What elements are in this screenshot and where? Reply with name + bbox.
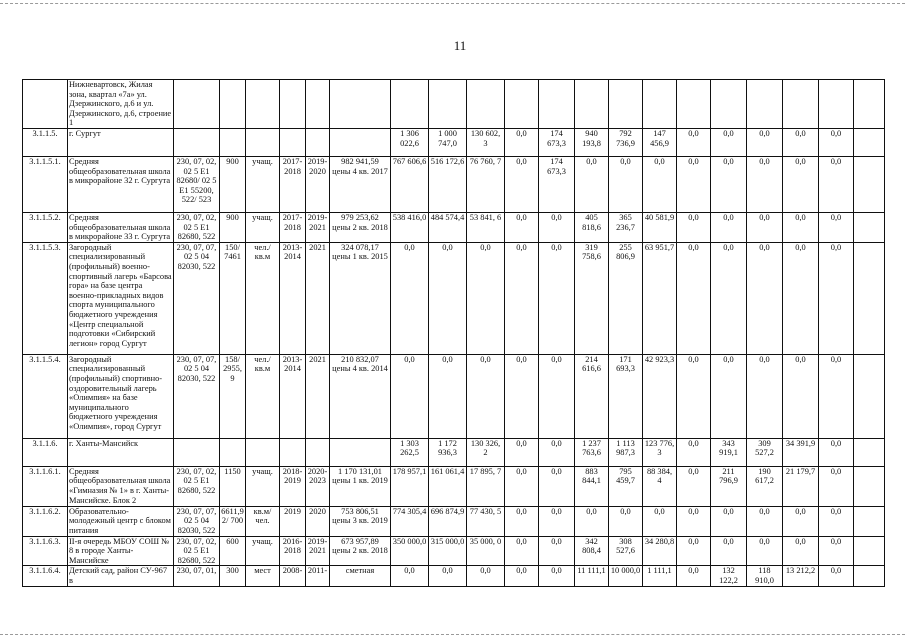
table-cell: 0,0 [677,536,711,566]
table-cell [246,438,280,466]
table-cell: 150/ 7461 [220,242,246,354]
table-cell: 795 459,7 [609,466,643,506]
table-cell: 0,0 [505,536,539,566]
table-cell: 132 122,2 [711,566,747,586]
table-cell: 0,0 [819,536,854,566]
table-cell: 767 606,6 [391,156,429,212]
table-cell: 0,0 [539,506,575,536]
table-cell: чел./ кв.м [246,242,280,354]
table-cell: 516 172,6 [429,156,467,212]
table-cell: 230, 07, 07, 02 5 04 82030, 522 [174,506,220,536]
table-cell: 2008- [280,566,306,586]
object-name-cell: Нижневартовск, Жилая зона, квартал «7а» ул. Дзержинского, д.6 и ул. Дзержинского, д.6, строение 1 [68,80,174,129]
table-cell: 0,0 [505,212,539,242]
object-name-cell: Загородный специализированный (профильный) спортивно-оздоровительный лагерь «Олимпия» на базе муниципального бюджетного учреждения «Олимпия», город Сургут [68,354,174,438]
table-cell: 484 574,4 [429,212,467,242]
table-cell: 34 391,9 [783,438,819,466]
table-cell: 2019- 2020 [306,156,330,212]
table-cell [174,438,220,466]
table-cell [220,438,246,466]
table-cell [220,80,246,129]
table-row [23,566,885,586]
table-cell: 123 776, 3 [643,438,677,466]
table-cell: 0,0 [677,242,711,354]
row-number-cell: 3.1.1.5.1. [23,156,68,212]
table-cell: 0,0 [643,156,677,212]
table-cell: 230, 07, 07, 02 5 04 82030, 522 [174,242,220,354]
table-cell: 171 693,3 [609,354,643,438]
table-cell: 1 000 747,0 [429,128,467,156]
table-cell: 300 [220,566,246,586]
table-cell: 211 796,9 [711,466,747,506]
table-cell: 210 832,07 цены 4 кв. 2014 [330,354,391,438]
table-row [23,354,885,438]
table-cell [280,80,306,129]
table-cell: 0,0 [819,466,854,506]
table-cell: учащ. [246,212,280,242]
table-cell: 2016- 2018 [280,536,306,566]
table-row [23,212,885,242]
table-cell: 76 760, 7 [467,156,505,212]
table-cell: 13 212,2 [783,566,819,586]
table-cell: 0,0 [711,354,747,438]
table-cell [643,80,677,129]
table-cell: 774 305,4 [391,506,429,536]
table-cell [246,128,280,156]
table-cell: 1150 [220,466,246,506]
budget-table [22,79,885,587]
table-cell [539,80,575,129]
table-cell: 0,0 [747,536,783,566]
table-cell [783,80,819,129]
table-cell: 883 844,1 [575,466,609,506]
row-number-cell: 3.1.1.5.4. [23,354,68,438]
table-cell: 0,0 [677,128,711,156]
table-cell [854,212,885,242]
table-cell [505,80,539,129]
table-cell: 130 602, 3 [467,128,505,156]
table-cell [174,80,220,129]
table-cell: 405 818,6 [575,212,609,242]
table-cell: 365 236,7 [609,212,643,242]
table-cell: 0,0 [575,156,609,212]
table-cell: учащ. [246,536,280,566]
table-cell: 2013- 2014 [280,354,306,438]
table-cell: 230, 07, 02, 02 5 E1 82680, 522 [174,212,220,242]
object-name-cell: II-я очередь МБОУ СОШ № 8 в городе Ханты-Мансийске [68,536,174,566]
table-cell: 0,0 [677,506,711,536]
table-cell: 792 736,9 [609,128,643,156]
table-cell [854,466,885,506]
table-row [23,438,885,466]
table-cell: 2018- 2019 [280,466,306,506]
table-cell [280,438,306,466]
table-cell: 158/ 2955,9 [220,354,246,438]
table-cell: 0,0 [783,242,819,354]
table-cell: 174 673,3 [539,156,575,212]
table-row [23,156,885,212]
table-cell: 0,0 [711,242,747,354]
table-cell: 324 078,17 цены 1 кв. 2015 [330,242,391,354]
table-cell: 1 237 763,6 [575,438,609,466]
table-cell: 0,0 [505,566,539,586]
table-cell [854,506,885,536]
table-cell: 0,0 [429,242,467,354]
table-cell: 40 581,9 [643,212,677,242]
table-cell: 0,0 [609,156,643,212]
table-cell: 21 179,7 [783,466,819,506]
table-cell: мест [246,566,280,586]
object-name-cell: Средняя общеобразовательная школа «Гимназия № 1» в г. Ханты-Мансийске. Блок 2 [68,466,174,506]
object-name-cell: Средняя общеобразовательная школа в микрорайоне 32 г. Сургута [68,156,174,212]
table-cell: 88 384, 4 [643,466,677,506]
table-cell [854,242,885,354]
top-scan-edge [0,3,905,4]
table-cell [306,80,330,129]
table-cell [391,80,429,129]
table-cell: 0,0 [747,354,783,438]
table-row [23,466,885,506]
table-cell: 0,0 [711,156,747,212]
table-cell: 0,0 [747,242,783,354]
object-name-cell: Средняя общеобразовательная школа в микрорайоне 33 г. Сургута [68,212,174,242]
table-cell: 2020- 2023 [306,466,330,506]
table-cell: 0,0 [429,566,467,586]
table-cell: кв.м/ чел. [246,506,280,536]
table-cell: 0,0 [677,466,711,506]
table-cell: 0,0 [819,128,854,156]
table-cell [819,80,854,129]
table-cell [220,128,246,156]
table-cell: 0,0 [677,212,711,242]
table-cell: 0,0 [677,566,711,586]
table-cell: 0,0 [539,466,575,506]
table-cell: 1 303 262,5 [391,438,429,466]
table-cell: 2017- 2018 [280,212,306,242]
table-row [23,242,885,354]
table-cell: 35 000, 0 [467,536,505,566]
table-cell [747,80,783,129]
row-number-cell: 3.1.1.6.2. [23,506,68,536]
table-cell: 315 000,0 [429,536,467,566]
row-number-cell [23,80,68,129]
table-cell: 1 111,1 [643,566,677,586]
object-name-cell: Загородный специализированный (профильный) военно-спортивный лагерь «Барсова гора» на базе центра военно-прикладных видов спорта муниципального бюджетного учреждения «Центр специальной подготовки «Сибирский легион» город Сургут [68,242,174,354]
table-cell: 2011- [306,566,330,586]
table-cell: 0,0 [783,536,819,566]
table-cell: 0,0 [467,242,505,354]
table-cell [854,128,885,156]
table-cell: 2017- 2018 [280,156,306,212]
table-cell: 230, 07, 02, 02 5 E1 82680/ 02 5 E1 55200, 522/ 523 [174,156,220,212]
table-cell: 0,0 [819,212,854,242]
table-cell: 0,0 [609,506,643,536]
table-cell [711,80,747,129]
table-cell: 0,0 [429,354,467,438]
table-cell: 0,0 [677,438,711,466]
table-cell [330,128,391,156]
table-cell: 63 951,7 [643,242,677,354]
table-cell: 600 [220,536,246,566]
table-cell: 0,0 [711,212,747,242]
table-cell [854,354,885,438]
table-row [23,536,885,566]
table-cell: 0,0 [819,156,854,212]
table-cell [280,128,306,156]
table-cell: сметная [330,566,391,586]
table-cell: 1 306 022,6 [391,128,429,156]
table-cell: 0,0 [711,128,747,156]
table-cell: 0,0 [677,156,711,212]
table-cell: 0,0 [783,156,819,212]
row-number-cell: 3.1.1.5.3. [23,242,68,354]
table-cell: 0,0 [391,242,429,354]
table-cell: 174 673,3 [539,128,575,156]
row-number-cell: 3.1.1.6. [23,438,68,466]
table-cell: 0,0 [391,566,429,586]
table-cell [575,80,609,129]
table-cell: 343 919,1 [711,438,747,466]
table-cell: 17 895, 7 [467,466,505,506]
table-cell: 1 170 131,01 цены 1 кв. 2019 [330,466,391,506]
table-cell: 0,0 [505,438,539,466]
table-cell: 0,0 [467,354,505,438]
table-cell [467,80,505,129]
table-cell: 0,0 [505,506,539,536]
table-cell: 0,0 [467,566,505,586]
row-number-cell: 3.1.1.6.4. [23,566,68,586]
table-cell [174,128,220,156]
table-cell: 0,0 [391,354,429,438]
table-cell: 230, 07, 02, 02 5 E1 82680, 522 [174,536,220,566]
table-cell: 0,0 [711,506,747,536]
table-cell: 34 280,8 [643,536,677,566]
table-cell [330,80,391,129]
table-cell: 0,0 [505,128,539,156]
table-cell: 0,0 [539,536,575,566]
table-cell: 0,0 [539,438,575,466]
table-cell [854,566,885,586]
table-cell: 342 808,4 [575,536,609,566]
object-name-cell: Образовательно-молодежный центр с блоком питания [68,506,174,536]
page-number: 11 [453,38,467,53]
table-cell: 118 910,0 [747,566,783,586]
table-row [23,128,885,156]
table-cell: 979 253,62 цены 2 кв. 2018 [330,212,391,242]
table-cell: 2019- 2021 [306,536,330,566]
table-cell: 255 806,9 [609,242,643,354]
table-cell: 0,0 [747,156,783,212]
table-cell: 178 957,1 [391,466,429,506]
table-cell: 0,0 [539,212,575,242]
table-cell [429,80,467,129]
table-cell: 0,0 [643,506,677,536]
table-cell: 2020 [306,506,330,536]
row-number-cell: 3.1.1.6.1. [23,466,68,506]
table-cell: 0,0 [505,466,539,506]
table-cell: 11 111,1 [575,566,609,586]
table-cell [306,438,330,466]
table-cell: 900 [220,156,246,212]
table-cell: 0,0 [819,438,854,466]
table-cell: 0,0 [539,566,575,586]
row-number-cell: 3.1.1.6.3. [23,536,68,566]
table-cell: 0,0 [505,354,539,438]
table-cell: 190 617,2 [747,466,783,506]
table-cell [330,438,391,466]
table-cell [246,80,280,129]
table-cell: 0,0 [783,506,819,536]
table-cell: 130 326, 2 [467,438,505,466]
table-cell: 0,0 [677,354,711,438]
row-number-cell: 3.1.1.5. [23,128,68,156]
table-cell: 900 [220,212,246,242]
table-cell: 214 616,6 [575,354,609,438]
table-cell: 230, 07, 01, [174,566,220,586]
table-cell [306,128,330,156]
table-cell: 982 941,59 цены 4 кв. 2017 [330,156,391,212]
table-cell: 1 172 936,3 [429,438,467,466]
table-cell: 0,0 [505,156,539,212]
table-cell: 0,0 [539,354,575,438]
table-cell: 696 874,9 [429,506,467,536]
table-cell: 42 923,3 [643,354,677,438]
table-cell: 0,0 [505,242,539,354]
table-cell: 2019- 2021 [306,212,330,242]
table-cell: 319 758,6 [575,242,609,354]
table-cell [854,536,885,566]
table-cell [854,156,885,212]
table-cell: 230, 07, 07, 02 5 04 82030, 522 [174,354,220,438]
table-cell [854,438,885,466]
table-cell: 0,0 [539,242,575,354]
table-cell: 161 061,4 [429,466,467,506]
table-cell: 0,0 [819,566,854,586]
table-row [23,80,885,129]
table-cell: 0,0 [747,506,783,536]
table-cell: 77 430, 5 [467,506,505,536]
table-cell: 308 527,6 [609,536,643,566]
row-number-cell: 3.1.1.5.2. [23,212,68,242]
object-name-cell: г. Ханты-Мансийск [68,438,174,466]
table-cell: 538 416,0 [391,212,429,242]
table-cell [609,80,643,129]
table-cell [677,80,711,129]
table-cell: 0,0 [747,128,783,156]
table-cell: 2019 [280,506,306,536]
table-cell: 10 000,0 [609,566,643,586]
table-cell: 673 957,89 цены 2 кв. 2018 [330,536,391,566]
object-name-cell: г. Сургут [68,128,174,156]
table-cell: 0,0 [747,212,783,242]
table-cell [854,80,885,129]
table-cell: 350 000,0 [391,536,429,566]
table-cell: 0,0 [819,506,854,536]
table-cell: 230, 07, 02, 02 5 E1 82680, 522 [174,466,220,506]
table-cell: учащ. [246,156,280,212]
table-cell: 0,0 [819,242,854,354]
table-cell: 6611,92/ 700 [220,506,246,536]
table-cell: 147 456,9 [643,128,677,156]
table-cell: 0,0 [783,354,819,438]
table-cell: 2021 [306,354,330,438]
table-cell: чел./ кв.м [246,354,280,438]
table-cell: 53 841, 6 [467,212,505,242]
table-cell: 309 527,2 [747,438,783,466]
table-cell: 940 193,8 [575,128,609,156]
table-cell: 0,0 [819,354,854,438]
table-cell: 2021 [306,242,330,354]
table-cell: 0,0 [783,212,819,242]
table-row [23,506,885,536]
table-cell: 753 806,51 цены 3 кв. 2019 [330,506,391,536]
bottom-scan-edge [0,634,905,635]
table-cell: 0,0 [711,536,747,566]
table-cell: 0,0 [575,506,609,536]
table-cell: 1 113 987,3 [609,438,643,466]
table-cell: 2013- 2014 [280,242,306,354]
table-cell: 0,0 [783,128,819,156]
object-name-cell: Детский сад, район СУ-967 в [68,566,174,586]
table-cell: учащ. [246,466,280,506]
